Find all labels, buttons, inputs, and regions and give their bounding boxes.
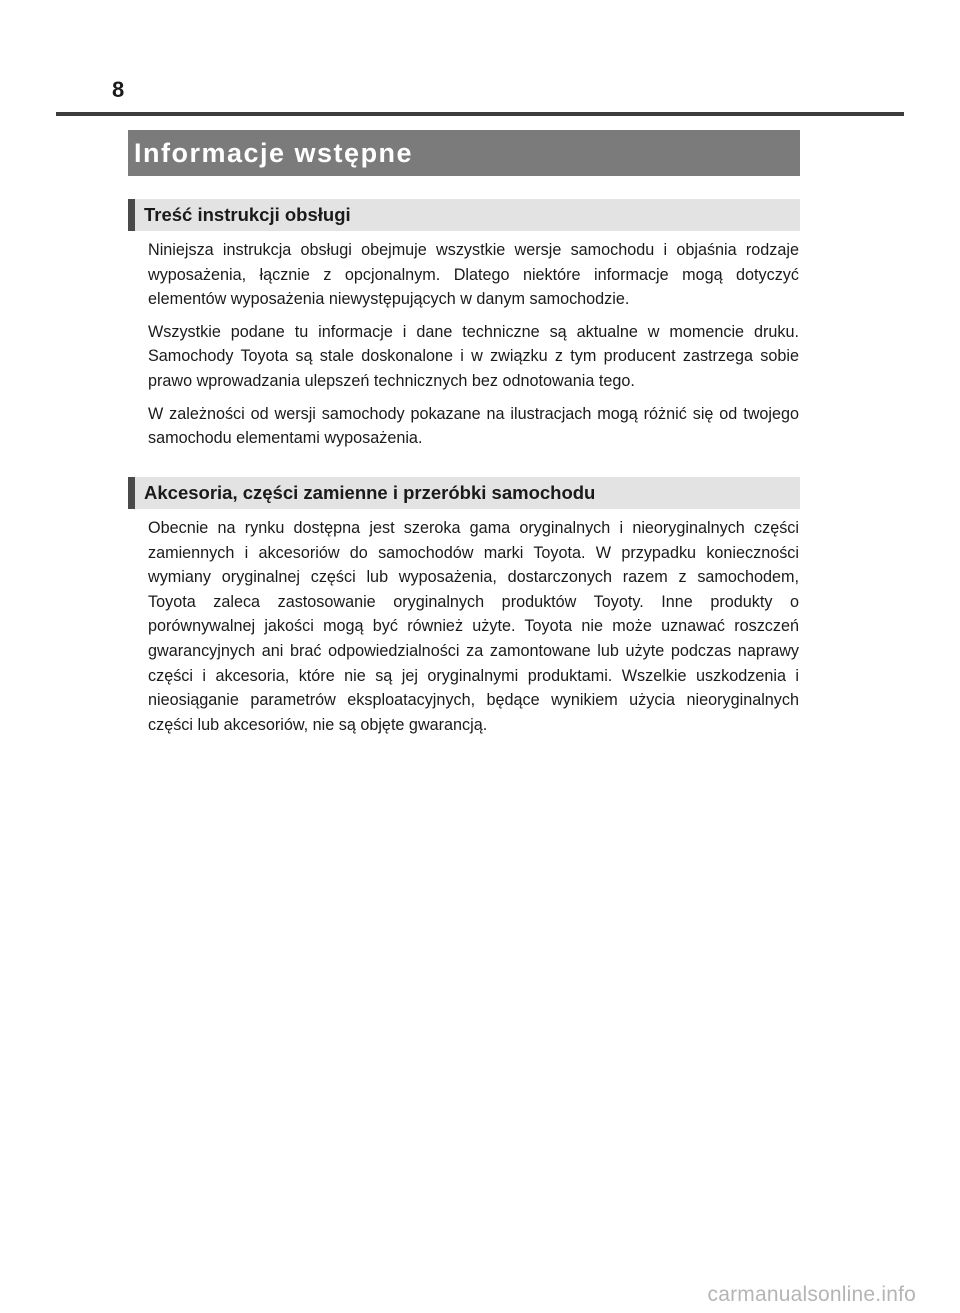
page-number: 8 bbox=[112, 77, 125, 102]
section-marker bbox=[128, 477, 135, 509]
paragraph: Wszystkie podane tu informacje i dane techniczne są aktualne w momencie druku. Samochody Toyota są stale doskonalone i w związku z tym producent zastrzega sobie prawo wprowadzania ulepszeń technicznych bez odnotowania tego. bbox=[148, 322, 799, 390]
section-heading-manual-contents: Treść instrukcji obsługi bbox=[144, 204, 351, 225]
site-watermark: carmanualsonline.info bbox=[707, 1283, 916, 1306]
section-body-accessories bbox=[148, 516, 799, 745]
chapter-title: Informacje wstępne bbox=[134, 138, 414, 168]
header-rule bbox=[56, 112, 904, 116]
paragraph: Obecnie na rynku dostępna jest szeroka gama oryginalnych i nieoryginalnych części zamiennych i akcesoriów do samochodów marki Toyota. W przypadku konieczności wymiany oryginalnej części lub wyposażenia, dostarczonych razem z samochodem, Toyota zaleca zastosowanie oryginalnych produktów Toyoty. Inne produkty o porównywalnej jakości mogą być również użyte. Toyota nie może uznawać roszczeń gwarancyjnych ani brać odpowiedzialności za zamontowane lub użyte podczas naprawy części i akcesoria, które nie są jej oryginalnymi produktami. Wszelkie uszkodzenia i nieosiąganie parametrów eksploatacyjnych, będące wynikiem użycia nieoryginalnych części lub akcesoriów, nie są objęte gwarancją. bbox=[148, 519, 799, 734]
section-heading-accessories: Akcesoria, części zamienne i przeróbki samochodu bbox=[144, 482, 596, 503]
section-heading-bar-manual-contents bbox=[128, 199, 800, 231]
section-marker bbox=[128, 199, 135, 231]
section-heading-bar-accessories bbox=[128, 477, 800, 509]
paragraph: Niniejsza instrukcja obsługi obejmuje wszystkie wersje samochodu i objaśnia rodzaje wyposażenia, łącznie z opcjonalnym. Dlatego niektóre informacje mogą dotyczyć elementów wyposażenia niewystępujących w danym samochodzie. bbox=[148, 241, 799, 309]
paragraph: W zależności od wersji samochody pokazane na ilustracjach mogą różnić się od twojego samochodu elementami wyposażenia. bbox=[148, 404, 799, 448]
chapter-title-bar bbox=[128, 130, 800, 176]
section-body-manual-contents bbox=[148, 238, 799, 459]
